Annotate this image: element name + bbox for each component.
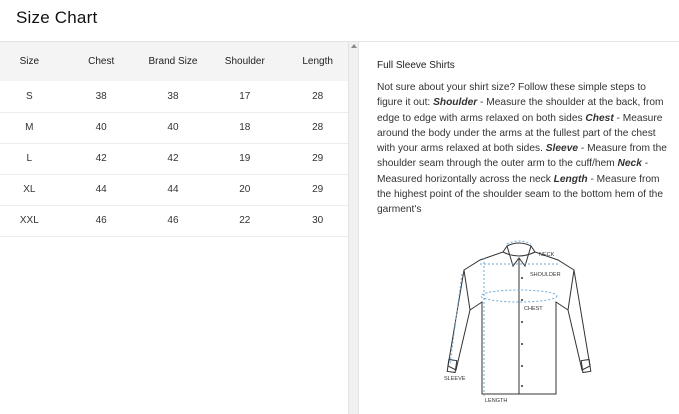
term-neck: Neck	[617, 158, 642, 170]
table-row	[0, 174, 348, 205]
table-cell: 38	[95, 90, 107, 102]
term-shoulder: Shoulder	[433, 97, 478, 109]
label-sleeve: SLEEVE	[444, 376, 466, 382]
table-cell: 19	[239, 153, 251, 164]
label-length: LENGTH	[485, 398, 508, 404]
column-header-size: Size	[19, 56, 40, 67]
label-neck: NECK	[539, 252, 555, 258]
size-table-panel	[0, 42, 348, 414]
table-cell: 38	[167, 90, 179, 102]
term-shoulder-text: - Measure the shoulder at the back, from edge to edge with arms relaxed on both sides	[377, 97, 664, 124]
table-cell: 18	[239, 122, 251, 133]
table-cell: XL	[23, 184, 36, 195]
table-cell: 30	[312, 215, 324, 226]
table-cell: 44	[167, 184, 179, 195]
shirt-icon	[440, 238, 600, 404]
table-cell: 42	[95, 153, 107, 164]
page-title: Size Chart	[16, 8, 98, 27]
term-sleeve-text: - Measure from the shoulder seam through the outer arm to the cuff/hem	[377, 143, 667, 170]
table-header-row	[0, 42, 348, 81]
table-row	[0, 112, 348, 143]
info-intro: Not sure about your shirt size? Follow these simple steps to figure it out:	[377, 82, 646, 109]
table-cell: 28	[312, 122, 324, 133]
table-row	[0, 81, 348, 112]
table-cell: 29	[312, 153, 324, 164]
info-title: Full Sleeve Shirts	[377, 60, 455, 71]
info-description	[377, 80, 667, 218]
label-chest: CHEST	[524, 306, 543, 312]
size-table	[0, 42, 348, 237]
table-row	[0, 205, 348, 236]
column-header-length: Length	[302, 56, 333, 67]
table-cell: 17	[239, 90, 251, 102]
table-cell: 40	[167, 122, 179, 133]
term-chest-text: - Measure around the body under the arms at the fullest part of the chest with your arms relaxed at both sides.	[377, 112, 663, 155]
table-cell: M	[25, 122, 34, 133]
term-chest: Chest	[585, 112, 614, 124]
table-cell: 46	[95, 215, 107, 226]
term-length-text: - Measure from the highest point of the shoulder seam to the bottom hem of the garment's	[377, 173, 663, 216]
table-cell: 28	[312, 90, 324, 102]
table-cell: L	[26, 153, 33, 164]
shirt-measurement-diagram	[440, 238, 600, 404]
table-row	[0, 143, 348, 174]
table-cell: 22	[239, 215, 251, 226]
table-cell: XXL	[19, 215, 39, 226]
table-scrollbar[interactable]	[348, 42, 358, 414]
table-cell: 42	[167, 153, 179, 164]
scroll-up-arrow-icon[interactable]	[351, 44, 357, 48]
term-neck-text: - Measured horizontally across the neck	[377, 158, 649, 185]
table-cell: 44	[95, 184, 107, 195]
table-cell: 29	[312, 184, 324, 195]
table-cell: 20	[239, 184, 251, 195]
column-header-shoulder: Shoulder	[224, 56, 265, 67]
column-header-chest: Chest	[88, 56, 115, 67]
label-shoulder: SHOULDER	[530, 272, 561, 278]
column-header-brand-size: Brand Size	[148, 56, 198, 67]
term-sleeve: Sleeve	[545, 143, 579, 155]
table-cell: 40	[95, 122, 107, 133]
modal-header	[0, 0, 679, 42]
table-cell: 46	[167, 215, 179, 226]
table-cell: S	[26, 90, 33, 102]
term-length: Length	[553, 173, 588, 185]
